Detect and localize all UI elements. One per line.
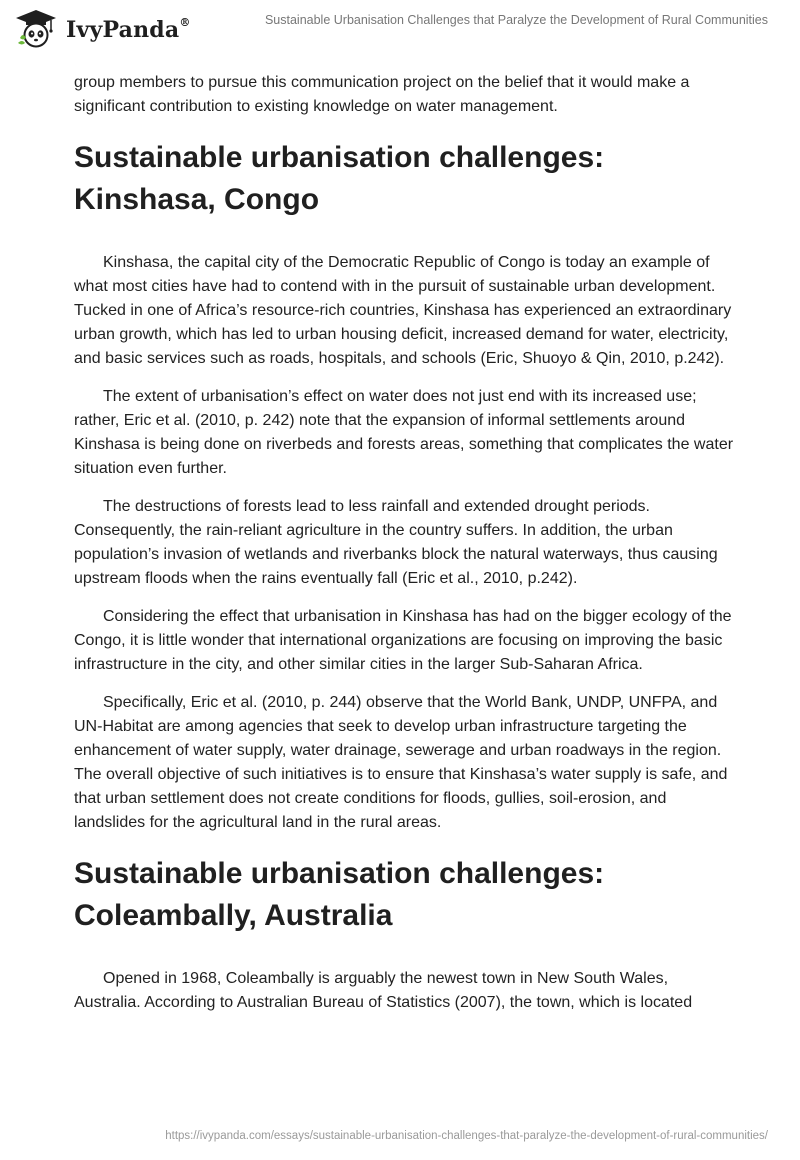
page-header	[0, 0, 800, 56]
paragraph: Opened in 1968, Coleambally is arguably the newest town in New South Wales, Australia. According to Australian Bureau of Statistics (2007), the town, which is located	[74, 970, 693, 1011]
logo-wordmark: IvyPanda®	[66, 15, 191, 43]
section-heading-kinshasa: Sustainable urbanisation challenges: Kinshasa, Congo	[74, 141, 605, 216]
section-heading-coleambally: Sustainable urbanisation challenges: Coleambally, Australia	[74, 857, 605, 932]
paragraph: Considering the effect that urbanisation in Kinshasa has had on the bigger ecology of the Congo, it is little wonder that international organizations are focusing on improving the basic infrastructure in the city, and other similar cities in the larger Sub-Saharan Africa.	[74, 608, 732, 673]
document-title: Sustainable Urbanisation Challenges that Paralyze the Development of Rural Communities	[264, 13, 768, 27]
intro-paragraph: group members to pursue this communication project on the belief that it would make a significant contribution to existing knowledge on water management.	[74, 74, 690, 115]
essay-content	[74, 71, 734, 1029]
paragraph: The destructions of forests lead to less rainfall and extended drought periods. Consequently, the rain-reliant agriculture in the country suffers. In addition, the urban population’s invasion of wetlands and riverbanks block the natural waterways, thus causing upstream floods when the rains eventually fall (Eric et al., 2010, p.242).	[74, 498, 718, 587]
ivypanda-logo[interactable]	[14, 8, 191, 48]
paragraph: Specifically, Eric et al. (2010, p. 244) observe that the World Bank, UNDP, UNFPA, and UN-Habitat are among agencies that seek to develop urban infrastructure targeting the enhancement of water supply, water drainage, sewerage and urban roadways in the region. The overall objective of such initiatives is to ensure that Kinshasa’s water supply is safe, and that urban settlement does not create conditions for floods, gullies, soil-erosion, and landslides for the agricultural land in the rural areas.	[74, 694, 728, 831]
paragraph: The extent of urbanisation’s effect on water does not just end with its increased use; rather, Eric et al. (2010, p. 242) note that the expansion of informal settlements around Kinshasa is being done on riverbeds and forests areas, something that complicates the water situation even further.	[74, 388, 734, 477]
paragraph: Kinshasa, the capital city of the Democratic Republic of Congo is today an example of what most cities have had to contend with in the pursuit of sustainable urban development. Tucked in one of Africa’s resource-rich countries, Kinshasa has experienced an extraordinary urban growth, which has led to urban housing deficit, increased demand for water, electricity, and basic services such as roads, hospitals, and schools (Eric, Shuoyo & Qin, 2010, p.242).	[74, 254, 732, 367]
panda-graduate-icon	[14, 8, 58, 48]
source-url-link[interactable]: https://ivypanda.com/essays/sustainable-urbanisation-challenges-that-paralyze-the-development-of-rural-communities/	[165, 1130, 768, 1142]
